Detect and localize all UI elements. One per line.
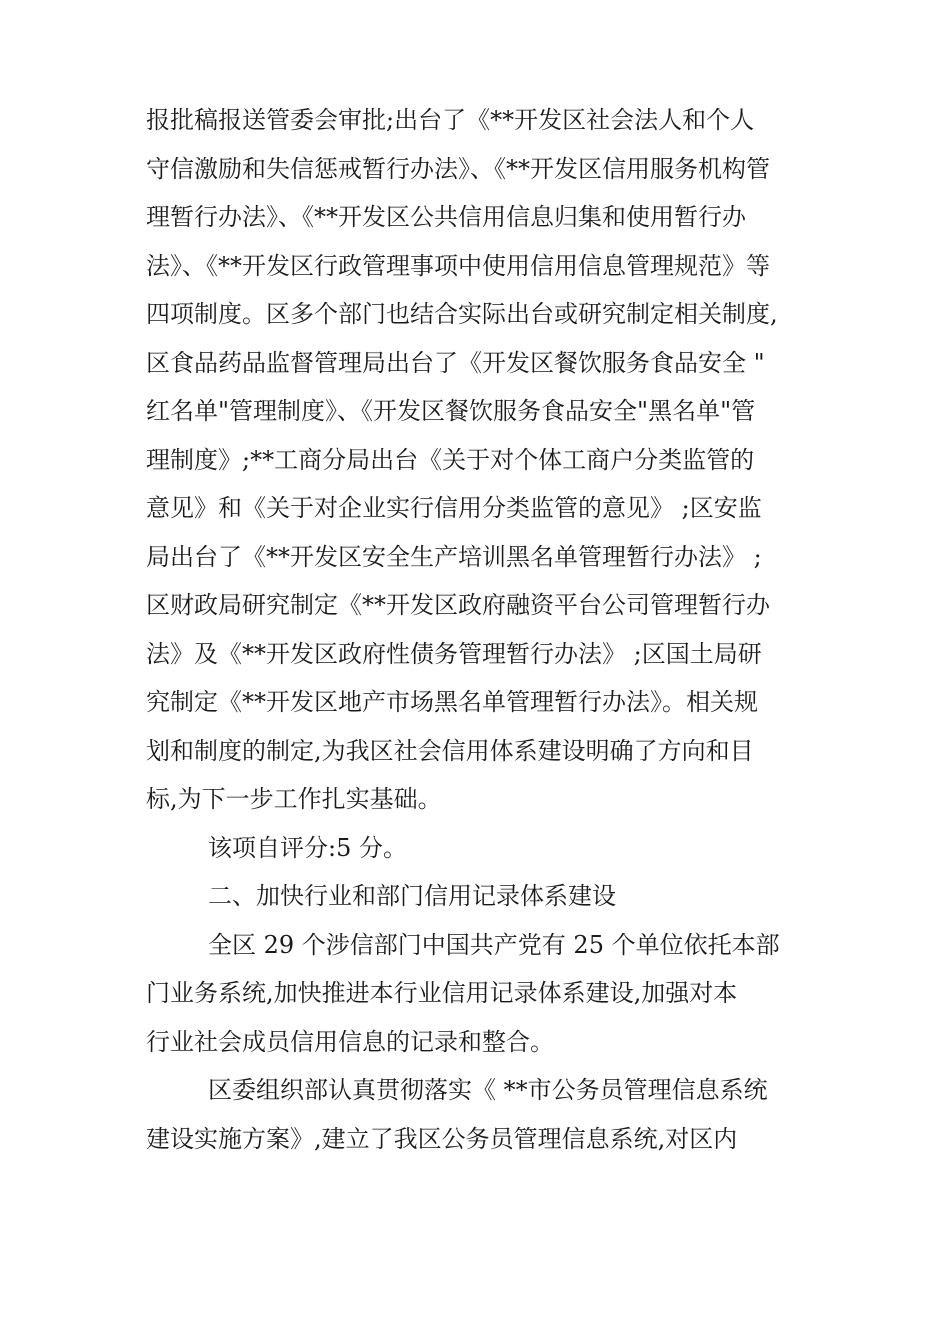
text-line: 守信激励和失信惩戒暂行办法》、《**开发区信用服务机构管 [146, 154, 770, 183]
text-line: 意见》和《关于对企业实行信用分类监管的意见》 ;区安监 [146, 494, 762, 522]
text-line: 全区 29 个涉信部门中国共产党有 25 个单位依托本部 [208, 930, 780, 959]
text-line: 法》、《**开发区行政管理事项中使用信用信息管理规范》等 [146, 251, 770, 280]
text-line: 区委组织部认真贯彻落实《 **市公务员管理信息系统 [208, 1076, 768, 1104]
text-line: 报批稿报送管委会审批;出台了《**开发区社会法人和个人 [146, 106, 755, 134]
text-line: 行业社会成员信用信息的记录和整合。 [146, 1027, 554, 1056]
text-line: 门业务系统,加快推进本行业信用记录体系建设,加强对本 [146, 979, 738, 1007]
text-line: 红名单"管理制度》、《开发区餐饮服务食品安全"黑名单"管 [146, 397, 756, 425]
text-line: 区财政局研究制定《**开发区政府融资平台公司管理暂行办 [146, 591, 770, 619]
text-line: 法》及《**开发区政府性债务管理暂行办法》 ;区国土局研 [146, 639, 762, 668]
document-body [146, 96, 816, 1163]
self-score-line: 该项自评分:5 分。 [208, 833, 407, 862]
text-line: 究制定《**开发区地产市场黑名单管理暂行办法》。相关规 [146, 688, 758, 716]
text-line: 理暂行办法》、《**开发区公共信用信息归集和使用暂行办 [146, 203, 746, 231]
text-line: 理制度》;**工商分局出台《关于对个体工商户分类监管的 [146, 445, 755, 474]
text-line: 建设实施方案》,建立了我区公务员管理信息系统,对区内 [146, 1124, 738, 1153]
section-heading: 二、加快行业和部门信用记录体系建设 [208, 882, 616, 910]
text-line: 标,为下一步工作扎实基础。 [146, 785, 442, 813]
text-line: 划和制度的制定,为我区社会信用体系建设明确了方向和目 [146, 736, 754, 765]
text-line: 区食品药品监督管理局出台了《开发区餐饮服务食品安全 " [146, 348, 765, 377]
text-line: 四项制度。区多个部门也结合实际出台或研究制定相关制度, [146, 300, 778, 328]
text-line: 局出台了《**开发区安全生产培训黑名单管理暂行办法》 ; [146, 542, 762, 571]
